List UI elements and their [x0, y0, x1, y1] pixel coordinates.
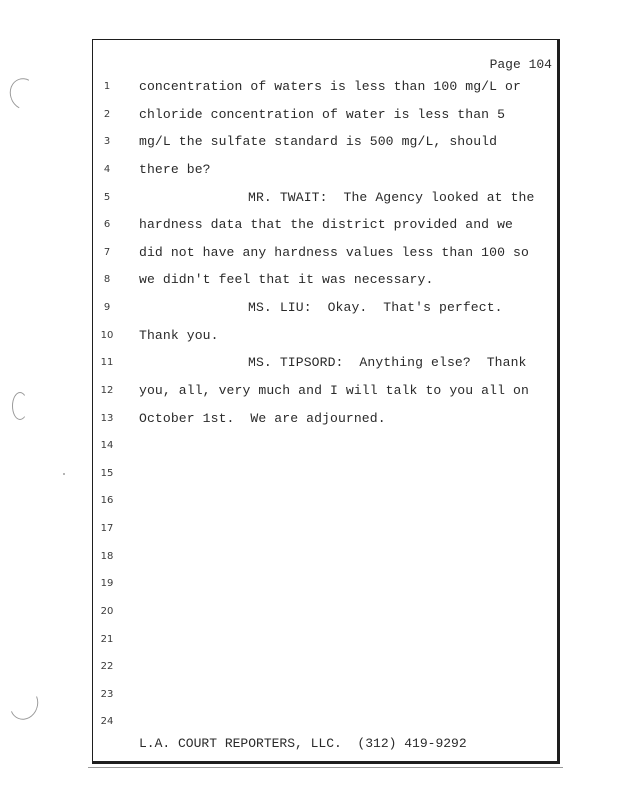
line-number: 1 [103, 81, 111, 92]
line-number: 7 [103, 247, 111, 258]
line-number: 12 [100, 385, 114, 396]
transcript-line: you, all, very much and I will talk to you all on [139, 383, 529, 398]
bottom-rule [88, 767, 563, 768]
line-number: 9 [103, 302, 111, 313]
scan-speck [63, 473, 65, 475]
line-number: 20 [100, 606, 114, 617]
line-number: 2 [103, 109, 111, 120]
line-number: 16 [100, 495, 114, 506]
transcript-line: hardness data that the district provided and we [139, 217, 514, 232]
transcript-line: chloride concentration of water is less than 5 [139, 107, 506, 122]
reporter-footer: L.A. COURT REPORTERS, LLC. (312) 419-9292 [139, 736, 467, 751]
page-number-label: Page 104 [489, 57, 552, 72]
transcript-line: MR. TWAIT: The Agency looked at the [248, 190, 535, 205]
transcript-line: did not have any hardness values less than 100 so [139, 245, 529, 260]
binder-hole-top [5, 74, 42, 114]
line-number: 18 [100, 551, 114, 562]
line-number: 4 [103, 164, 111, 175]
line-number: 15 [100, 468, 114, 479]
line-number: 21 [100, 634, 114, 645]
binder-hole-middle [12, 392, 28, 420]
transcript-line: concentration of waters is less than 100 mg/L or [139, 79, 521, 94]
line-number: 24 [100, 716, 114, 727]
line-number: 5 [103, 192, 111, 203]
line-number: 6 [103, 219, 111, 230]
line-number: 22 [100, 661, 114, 672]
line-number: 10 [100, 330, 114, 341]
line-number: 3 [103, 136, 111, 147]
line-number: 13 [100, 413, 114, 424]
line-number: 8 [103, 274, 111, 285]
transcript-line: Thank you. [139, 328, 219, 343]
transcript-line: there be? [139, 162, 211, 177]
line-number: 14 [100, 440, 114, 451]
binder-hole-bottom [5, 684, 42, 724]
line-number: 17 [100, 523, 114, 534]
line-number: 23 [100, 689, 114, 700]
transcript-line: MS. LIU: Okay. That's perfect. [248, 300, 503, 315]
transcript-line: MS. TIPSORD: Anything else? Thank [248, 355, 527, 370]
line-number: 19 [100, 578, 114, 589]
line-number: 11 [100, 357, 114, 368]
transcript-line: mg/L the sulfate standard is 500 mg/L, should [139, 134, 498, 149]
transcript-line: October 1st. We are adjourned. [139, 411, 386, 426]
transcript-line: we didn't feel that it was necessary. [139, 272, 434, 287]
